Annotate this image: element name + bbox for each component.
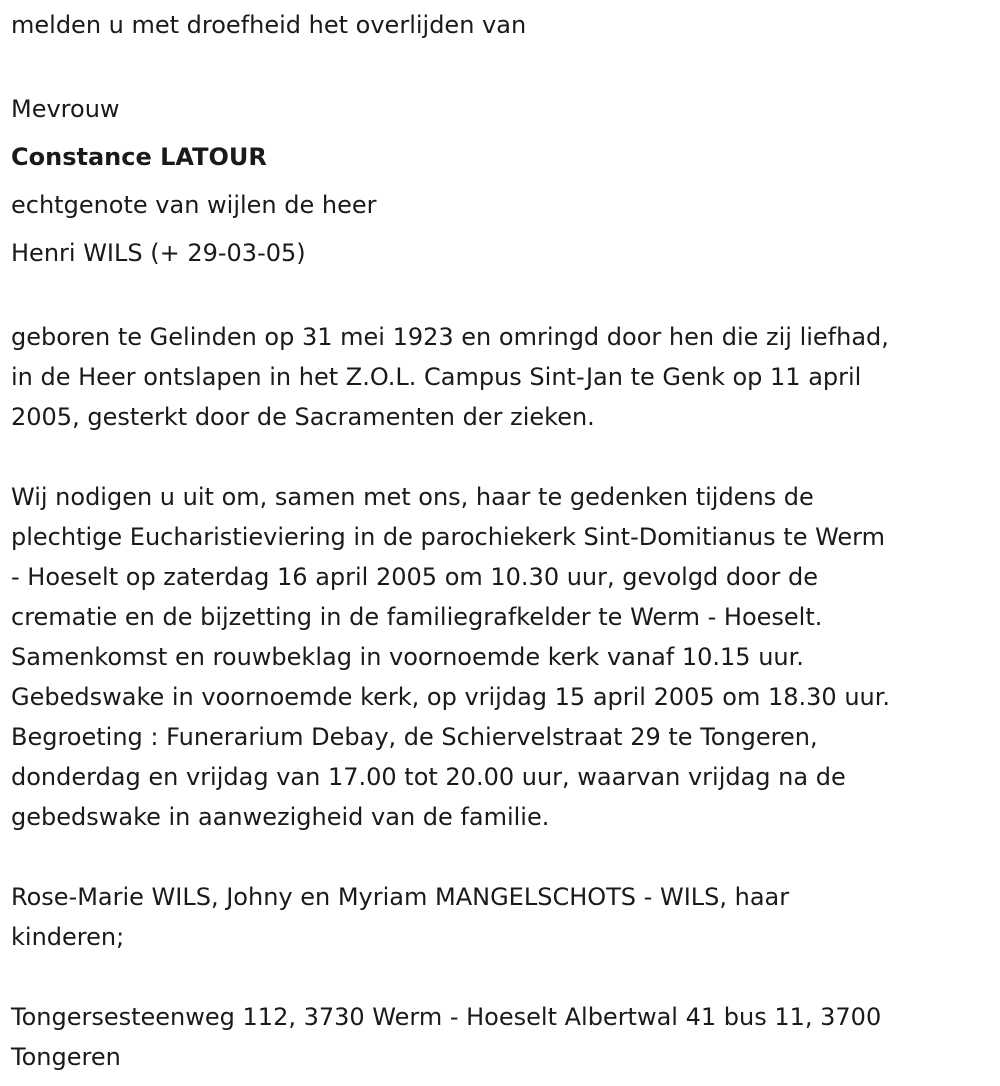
spacer — [11, 957, 1000, 997]
spacer — [11, 45, 1000, 85]
intro-text: melden u met droefheid het overlijden van — [11, 11, 527, 39]
family-paragraph: Rose-Marie WILS, Johny en Myriam MANGELSCHOTS - WILS, haar kinderen; — [11, 883, 790, 951]
ceremony-paragraph: Wij nodigen u uit om, samen met ons, haar te gedenken tijdens de plechtige Eucharistieviering in de parochiekerk Sint-Domitianus te Werm - Hoeselt op zaterdag 16 april 2005 om 10.30 uur, gevolgd door de crematie en de bijzetting in de familiegrafkelder te Werm - Hoeselt. Samenkomst en rouwbeklag in voornoemde kerk vanaf 10.15 uur. Gebedswake in voornoemde kerk, op vrijdag 15 april 2005 om 18.30 uur. Begroeting : Funerarium Debay, de Schiervelstraat 29 te Tongeren, donderdag en vrijdag van 17.00 tot 20.00 uur, waarvan vrijdag na de gebedswake in aanwezigheid van de familie. — [11, 483, 891, 831]
deceased-relation: echtgenote van wijlen de heer — [11, 191, 377, 219]
deceased-title: Mevrouw — [11, 95, 120, 123]
spacer — [11, 277, 1000, 317]
deceased-name: Constance LATOUR — [11, 143, 267, 171]
birth-death-paragraph: geboren te Gelinden op 31 mei 1923 en omringd door hen die zij liefhad, in de Heer ontslapen in het Z.O.L. Campus Sint-Jan te Genk op 11 april 2005, gesterkt door de Sacramenten der zieken. — [11, 323, 889, 431]
spacer — [11, 837, 1000, 877]
spouse-name: Henri WILS (+ 29-03-05) — [11, 239, 306, 267]
address-paragraph: Tongersesteenweg 112, 3730 Werm - Hoeselt Albertwal 41 bus 11, 3700 Tongeren — [11, 1003, 882, 1071]
spacer — [11, 437, 1000, 477]
deceased-block — [11, 85, 1000, 277]
